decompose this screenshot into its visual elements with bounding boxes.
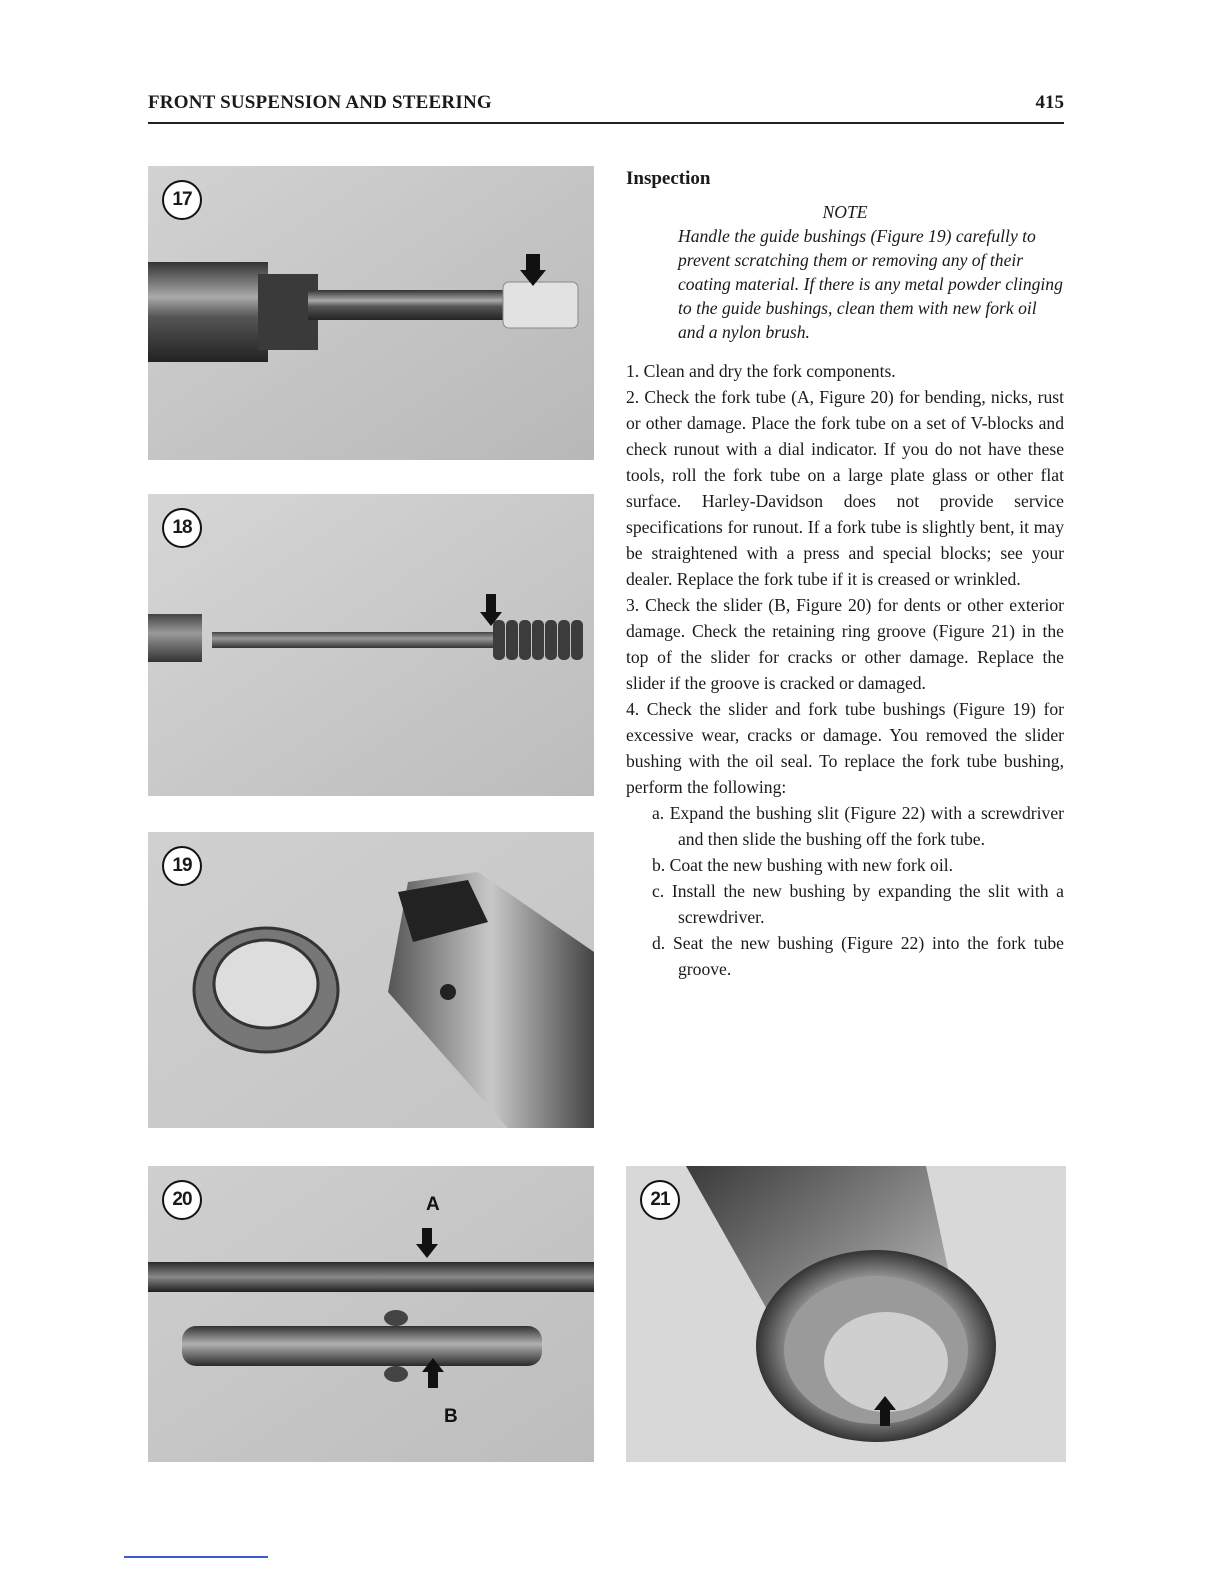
figure-18-photo <box>148 494 594 796</box>
figure-number-badge: 17 <box>162 180 202 220</box>
figure-20-photo <box>148 1166 594 1462</box>
fork-tube-and-slider-photo <box>148 1166 594 1462</box>
figure-number-badge: 19 <box>162 846 202 886</box>
figure-17-photo <box>148 166 594 460</box>
fork-tube-with-guide-bushing-photo <box>148 166 594 460</box>
callout-label-a: A <box>426 1194 440 1215</box>
note-box <box>626 200 1064 344</box>
footnote-rule <box>124 1556 268 1558</box>
step-2: 2. Check the fork tube (A, Figure 20) for bending, nicks, rust or other damage. Place the fork tube on a set of V-blocks and check runout with a dial indicator. If you do not have these tools, roll the fork tube on a large plate glass or other flat surface. Harley-Davidson does not provide service specifications for runout. If a fork tube is slightly bent, it may be straightened with a press and special blocks; see your dealer. Replace the fork tube if it is creased or wrinkled. <box>626 387 1064 589</box>
page-number: 415 <box>1035 92 1064 113</box>
substep-d: d. Seat the new bushing (Figure 22) into the fork tube groove. <box>652 933 1064 979</box>
step-1: 1. Clean and dry the fork components. <box>626 361 896 381</box>
section-heading: Inspection <box>626 168 711 189</box>
substep-b: b. Coat the new bushing with new fork oil. <box>652 855 954 875</box>
note-text: Handle the guide bushings (Figure 19) carefully to prevent scratching them or removing any of their coating material. If there is any metal powder clinging to the guide bushings, clean them with new fork oil and a nylon brush. <box>678 226 1063 342</box>
figure-21-photo <box>626 1166 1066 1462</box>
step-4: 4. Check the slider and fork tube bushings (Figure 19) for excessive wear, cracks or damage. You removed the slider bushing with the oil seal. To replace the fork tube bushing, perform the following: <box>626 699 1064 797</box>
slider-retaining-ring-groove-photo <box>626 1166 1066 1462</box>
damper-rod-with-spring-photo <box>148 494 594 796</box>
guide-bushing-and-fork-tube-photo <box>148 832 594 1128</box>
substep-c: c. Install the new bushing by expanding the slit with a screwdriver. <box>652 881 1064 927</box>
figure-19-photo <box>148 832 594 1128</box>
substep-a: a. Expand the bushing slit (Figure 22) with a screwdriver and then slide the bushing off the fork tube. <box>652 803 1064 849</box>
inspection-section <box>626 166 1064 982</box>
page-header <box>148 90 1064 124</box>
figure-number-badge: 21 <box>640 1180 680 1220</box>
note-title: NOTE <box>822 202 868 222</box>
step-3: 3. Check the slider (B, Figure 20) for dents or other exterior damage. Check the retaining ring groove (Figure 21) in the top of the slider for cracks or other damage. Replace the slider if the groove is cracked or damaged. <box>626 595 1064 693</box>
figure-number-badge: 18 <box>162 508 202 548</box>
chapter-title: FRONT SUSPENSION AND STEERING <box>148 92 492 113</box>
callout-label-b: B <box>444 1406 458 1427</box>
figure-number-badge: 20 <box>162 1180 202 1220</box>
